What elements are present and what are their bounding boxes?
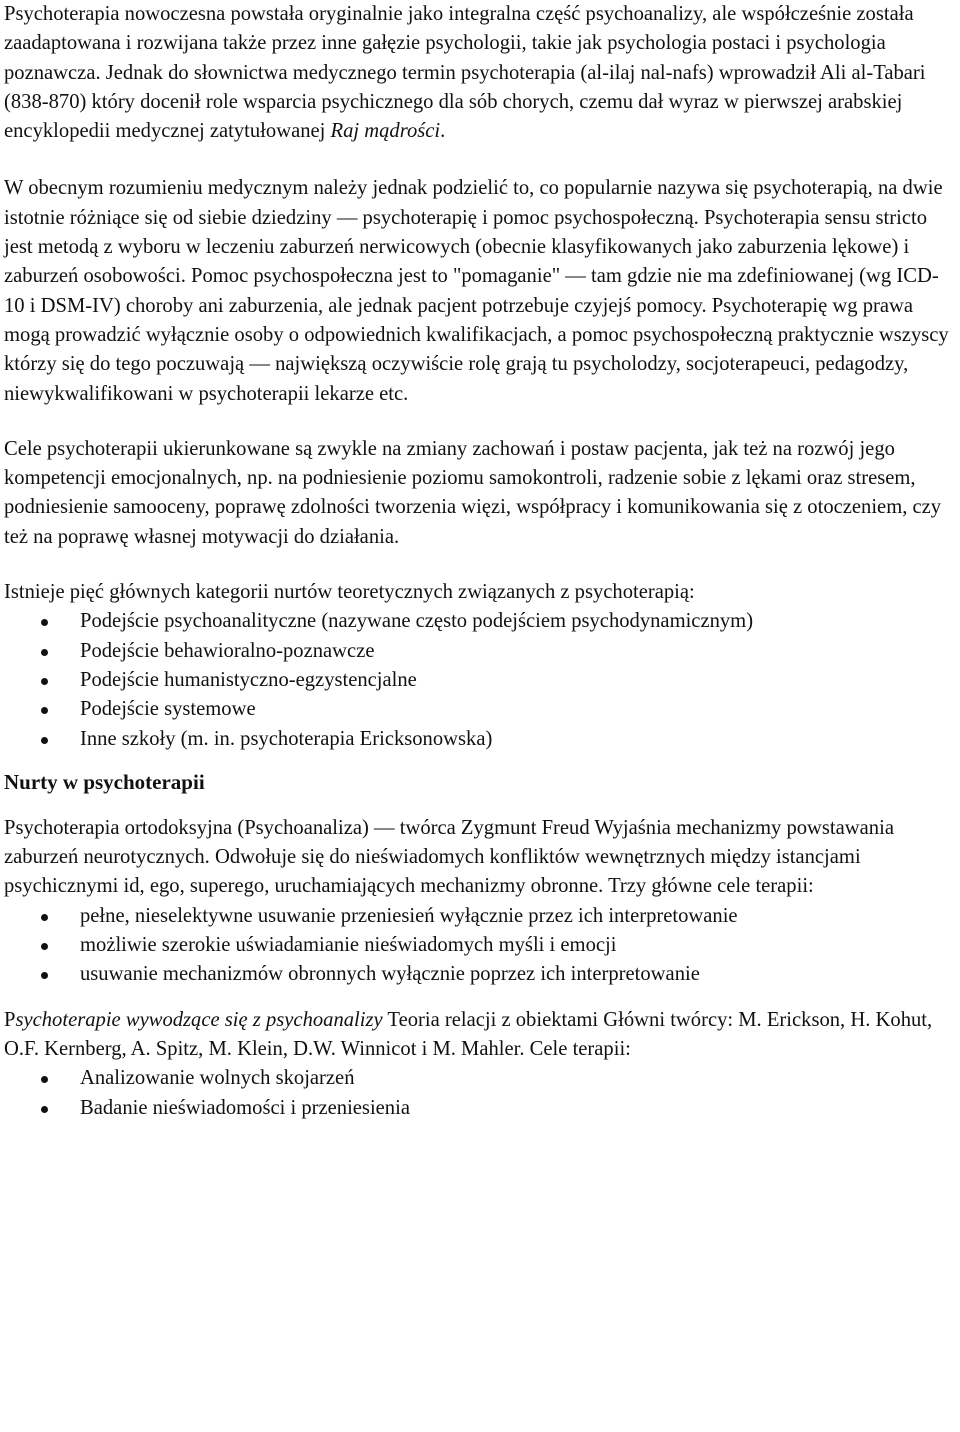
list-item-label: Podejście humanistyczno-egzystencjalne bbox=[80, 668, 417, 691]
categories-list bbox=[4, 607, 958, 753]
paragraph-origins-text: Psychoterapia nowoczesna powstała oryginalnie jako integralna część psychoanalizy, ale współcześnie została zaadaptowana i rozwijana także przez inne gałęzie psychologii, takie jak psychologia postaci i psychologia poznawcza. Jednak do słownictwa medycznego termin psychoterapia (al-ilaj nal-nafs) wprowadził Ali al-Tabari (838-870) który docenił role wsparcia psychicznego dla sób chorych, czemu dał wyraz w pierwszej arabskiej encyklopedii medycznej zatytułowanej bbox=[4, 3, 926, 143]
bullet-icon bbox=[41, 1076, 48, 1083]
list-item-label: Inne szkoły (m. in. psychoterapia Ericksonowska) bbox=[80, 727, 493, 750]
paragraph-origins bbox=[4, 0, 958, 146]
bullet-icon bbox=[41, 737, 48, 744]
list-item-label: Analizowanie wolnych skojarzeń bbox=[80, 1067, 355, 1090]
list-item bbox=[4, 1064, 958, 1093]
bullet-icon bbox=[41, 972, 48, 979]
list-item bbox=[4, 1094, 958, 1123]
list-item-label: Podejście psychoanalityczne (nazywane często podejściem psychodynamicznym) bbox=[80, 610, 754, 633]
therapy-goals-list bbox=[4, 902, 958, 990]
list-item bbox=[4, 695, 958, 724]
list-item bbox=[4, 607, 958, 636]
bullet-icon bbox=[41, 678, 48, 685]
list-item bbox=[4, 637, 958, 666]
paragraph-psychoanalysis: Psychoterapia ortodoksyjna (Psychoanaliza) — twórca Zygmunt Freud Wyjaśnia mechanizmy powstawania zaburzeń neurotycznych. Odwołuje się do nieświadomych konfliktów wewnętrznych między istancjami psychicznymi id, ego, superego, uruchamiających mechanizmy obronne. Trzy główne cele terapii: bbox=[4, 816, 894, 898]
object-relations-goals-list bbox=[4, 1064, 958, 1123]
book-title: Raj mądrości bbox=[330, 120, 441, 143]
list-item-label: usuwanie mechanizmów obronnych wyłącznie poprzez ich interpretowanie bbox=[80, 963, 700, 986]
bullet-icon bbox=[41, 619, 48, 626]
list-item bbox=[4, 725, 958, 754]
paragraph-medical-understanding: W obecnym rozumieniu medycznym należy jednak podzielić to, co popularnie nazywa się psychoterapią, na dwie istotnie różniące się od siebie dziedziny — psychoterapię i pomoc psychospołeczną. Psychoterapia sensu stricto jest metodą z wyboru w leczeniu zaburzeń nerwicowych (obecnie klasyfikowanych jako zaburzenia lękowe) i zaburzeń osobowości. Pomoc psychospołeczna jest to "pomaganie" — tam gdzie nie ma zdefiniowanej (wg ICD-10 i DSM-IV) choroby ani zaburzenia, ale jednak pacjent potrzebuje czyjejś pomocy. Psychoterapię wg prawa mogą prowadzić wyłącznie osoby o odpowiednich kwalifikacjach, a pomoc psychospołeczną praktycznie wszyscy którzy się do tego poczuwają — największą oczywiście rolę grają tu psycholodzy, socjoterapeuci, pedagodzy, niewykwalifikowani w psychoterapii lekarze etc. bbox=[4, 177, 949, 405]
paragraph-categories-intro: Istnieje pięć głównych kategorii nurtów teoretycznych związanych z psychoterapią: bbox=[4, 581, 695, 604]
bullet-icon bbox=[41, 943, 48, 950]
list-item bbox=[4, 931, 958, 960]
bullet-icon bbox=[41, 1106, 48, 1113]
bullet-icon bbox=[41, 707, 48, 714]
list-item-label: Podejście behawioralno-poznawcze bbox=[80, 639, 375, 662]
paragraph-goals: Cele psychoterapii ukierunkowane są zwykle na zmiany zachowań i postaw pacjenta, jak też na rozwój jego kompetencji emocjonalnych, np. na podniesienie poziomu samokontroli, radzenie sobie z lękami oraz stresem, podniesienie samooceny, poprawę zdolności tworzenia więzi, współpracy i komunikowania się z otoczeniem, czy też na poprawę własnej motywacji do działania. bbox=[4, 437, 942, 548]
section-heading: Nurty w psychoterapii bbox=[4, 769, 205, 794]
list-item-label: możliwie szerokie uświadamianie nieświadomych myśli i emocji bbox=[80, 934, 617, 957]
paragraph-object-relations bbox=[4, 1006, 958, 1065]
bullet-icon bbox=[41, 649, 48, 656]
paragraph-lead-letter: P bbox=[4, 1008, 16, 1031]
list-item bbox=[4, 666, 958, 695]
list-item bbox=[4, 902, 958, 931]
list-item-label: Badanie nieświadomości i przeniesienia bbox=[80, 1096, 410, 1119]
paragraph-origins-end: . bbox=[440, 120, 446, 143]
list-item-label: Podejście systemowe bbox=[80, 698, 256, 721]
list-item bbox=[4, 960, 958, 989]
document-page bbox=[4, 0, 958, 1123]
bullet-icon bbox=[41, 914, 48, 921]
paragraph-object-relations-text: Teoria relacji z obiektami Główni twórcy: M. Erickson, H. Kohut, O.F. Kernberg, A. Spitz, M. Klein, D.W. Winnicot i M. Mahler. Cele terapii: bbox=[4, 1008, 933, 1060]
list-item-label: pełne, nieselektywne usuwanie przeniesień wyłącznie przez ich interpretowanie bbox=[80, 904, 738, 927]
paragraph-italic-title: sychoterapie wywodzące się z psychoanalizy bbox=[15, 1008, 383, 1031]
